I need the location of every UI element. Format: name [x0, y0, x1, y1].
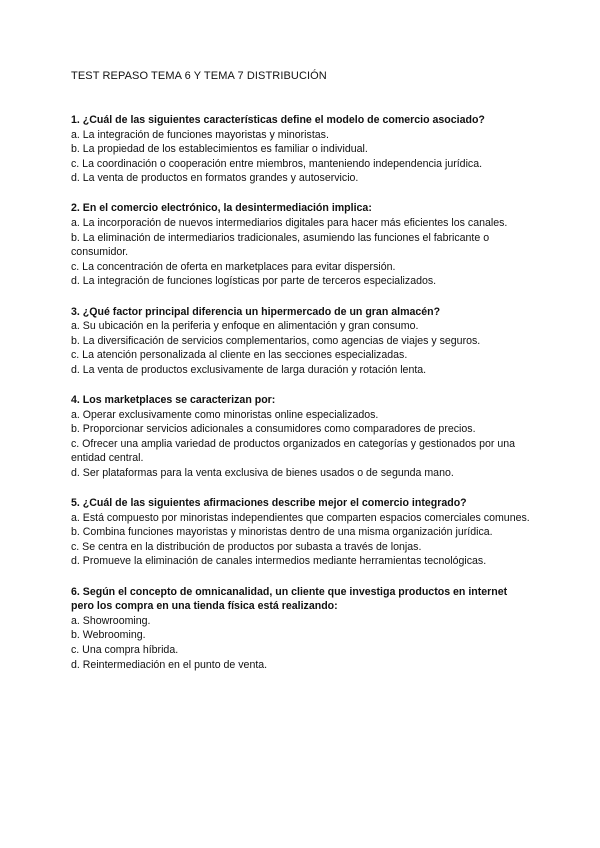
- answer-options: [71, 408, 531, 481]
- document-page: [71, 68, 531, 688]
- answer-option-a: a. La integración de funciones mayoristas y minoristas.: [71, 128, 329, 141]
- answer-option-c: c. La concentración de oferta en marketplaces para evitar dispersión.: [71, 260, 396, 273]
- answer-option-a: a. Está compuesto por minoristas independientes que comparten espacios comerciales comunes.: [71, 511, 530, 524]
- answer-option-b: b. La propiedad de los establecimientos es familiar o individual.: [71, 143, 368, 156]
- answer-options: [71, 319, 531, 377]
- question-2: [71, 201, 531, 289]
- answer-option-d: d. La venta de productos en formatos grandes y autoservicio.: [71, 172, 359, 185]
- answer-option-d: d. Reintermediación en el punto de venta.: [71, 658, 268, 671]
- answer-option-c: c. Ofrecer una amplia variedad de productos organizados en categorías y gestionados por una entidad central.: [71, 437, 516, 465]
- answer-option-a: a. Operar exclusivamente como minoristas online especializados.: [71, 408, 379, 421]
- answer-option-b: b. Combina funciones mayoristas y minoristas dentro de una misma organización jurídica.: [71, 526, 493, 539]
- question-1: [71, 113, 531, 186]
- question-text: 4. Los marketplaces se caracterizan por:: [71, 394, 276, 406]
- answer-option-a: a. Showrooming.: [71, 614, 151, 627]
- question-6: [71, 585, 531, 673]
- answer-option-d: d. La venta de productos exclusivamente de larga duración y rotación lenta.: [71, 363, 427, 376]
- question-5: [71, 496, 531, 569]
- answer-options: [71, 614, 531, 672]
- answer-option-c: c. Una compra híbrida.: [71, 643, 179, 656]
- answer-option-c: c. La coordinación o cooperación entre miembros, manteniendo independencia jurídica.: [71, 157, 483, 170]
- answer-options: [71, 511, 531, 569]
- answer-option-c: c. Se centra en la distribución de productos por subasta a través de lonjas.: [71, 540, 422, 553]
- answer-option-b: b. Proporcionar servicios adicionales a consumidores como comparadores de precios.: [71, 423, 476, 436]
- question-4: [71, 393, 531, 481]
- answer-option-a: a. Su ubicación en la periferia y enfoque en alimentación y gran consumo.: [71, 320, 419, 333]
- question-3: [71, 305, 531, 378]
- question-text: 5. ¿Cuál de las siguientes afirmaciones describe mejor el comercio integrado?: [71, 497, 467, 510]
- answer-option-c: c. La atención personalizada al cliente en las secciones especializadas.: [71, 349, 408, 362]
- answer-option-b: b. Webrooming.: [71, 629, 146, 642]
- answer-option-b: b. La diversificación de servicios complementarios, como agencias de viajes y seguros.: [71, 334, 481, 347]
- answer-option-d: d. Promueve la eliminación de canales intermedios mediante herramientas tecnológicas.: [71, 555, 487, 568]
- question-text: 6. Según el concepto de omnicanalidad, un cliente que investiga productos en internet pero los compra en una tienda física está realizando:: [71, 585, 508, 613]
- answer-options: [71, 128, 531, 186]
- question-text: 2. En el comercio electrónico, la desintermediación implica:: [71, 202, 372, 215]
- answer-option-b: b. La eliminación de intermediarios tradicionales, asumiendo las funciones el fabricante o consumidor.: [71, 231, 490, 259]
- answer-options: [71, 216, 531, 289]
- question-text: 3. ¿Qué factor principal diferencia un hipermercado de un gran almacén?: [71, 305, 441, 318]
- answer-option-d: d. La integración de funciones logísticas por parte de terceros especializados.: [71, 275, 437, 288]
- answer-option-d: d. Ser plataformas para la venta exclusiva de bienes usados o de segunda mano.: [71, 466, 454, 479]
- answer-option-a: a. La incorporación de nuevos intermediarios digitales para hacer más eficientes los canales.: [71, 217, 508, 230]
- document-title: TEST REPASO TEMA 6 Y TEMA 7 DISTRIBUCIÓN: [71, 70, 327, 82]
- question-text: 1. ¿Cuál de las siguientes características define el modelo de comercio asociado?: [71, 114, 485, 126]
